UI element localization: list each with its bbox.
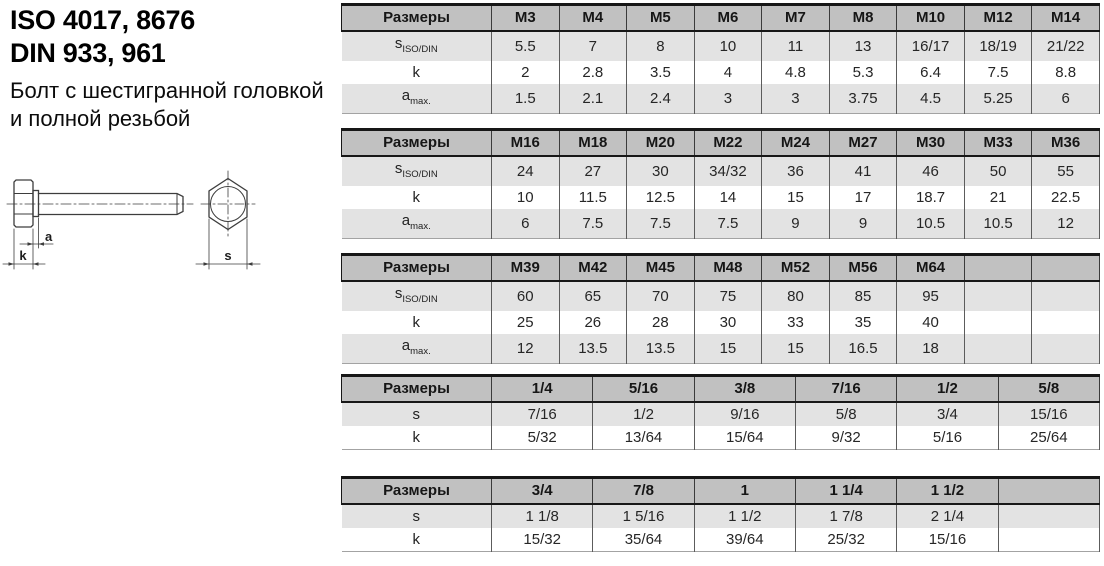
size-column-header: M52 xyxy=(762,255,830,282)
row-label-k: k xyxy=(342,61,492,84)
value-cell: 1 5/16 xyxy=(593,504,694,528)
standard-iso-title: ISO 4017, 8676 xyxy=(10,5,195,35)
row-label-a: $a_{max.}$ xyxy=(342,84,492,114)
dimension-k xyxy=(3,248,45,266)
size-column-header: M8 xyxy=(829,5,897,32)
value-cell: 12.5 xyxy=(627,186,695,209)
row-label-k: k xyxy=(342,528,492,552)
value-cell: 25/32 xyxy=(795,528,896,552)
value-cell: 22.5 xyxy=(1032,186,1100,209)
value-cell: 35/64 xyxy=(593,528,694,552)
value-cell: 2.8 xyxy=(559,61,627,84)
size-column-header: M30 xyxy=(897,130,965,157)
value-cell: 15/16 xyxy=(998,402,1099,426)
table-header-label: Размеры xyxy=(342,376,492,403)
value-cell: 9 xyxy=(762,209,830,239)
value-cell: 10.5 xyxy=(897,209,965,239)
table-slot-metric-m3-m14 xyxy=(341,3,1099,114)
dimension-s-label: s xyxy=(224,248,232,263)
value-cell: 13.5 xyxy=(559,334,627,364)
table-header-label: Размеры xyxy=(342,5,492,32)
table-row xyxy=(342,311,1100,334)
value-cell: 4.5 xyxy=(897,84,965,114)
value-cell: 3 xyxy=(762,84,830,114)
row-label-k: k xyxy=(342,311,492,334)
table-header-label: Размеры xyxy=(342,255,492,282)
size-column-header: M18 xyxy=(559,130,627,157)
value-cell: 7.5 xyxy=(627,209,695,239)
bolt-side-view xyxy=(7,180,193,227)
metric-sizes-m16-m36 xyxy=(341,128,1100,239)
size-column-header: M10 xyxy=(897,5,965,32)
size-column-header: M12 xyxy=(964,5,1032,32)
table-header-row xyxy=(342,255,1100,282)
value-cell: 27 xyxy=(559,156,627,186)
value-cell: 18/19 xyxy=(964,31,1032,61)
value-cell: 33 xyxy=(762,311,830,334)
size-column-header: M20 xyxy=(627,130,695,157)
value-cell: 12 xyxy=(492,334,560,364)
value-cell: 7.5 xyxy=(964,61,1032,84)
value-cell: 9/32 xyxy=(795,426,896,450)
value-cell: 50 xyxy=(964,156,1032,186)
size-column-header: M56 xyxy=(829,255,897,282)
table-slot-inch-large xyxy=(341,476,1099,552)
table-row xyxy=(342,209,1100,239)
value-cell: 12 xyxy=(1032,209,1100,239)
metric-sizes-m39-m64 xyxy=(341,253,1100,364)
value-cell: 21/22 xyxy=(1032,31,1100,61)
value-cell xyxy=(1032,311,1100,334)
value-cell: 6.4 xyxy=(897,61,965,84)
size-column-header: M5 xyxy=(627,5,695,32)
table-row xyxy=(342,504,1100,528)
value-cell: 1/2 xyxy=(593,402,694,426)
value-cell: 30 xyxy=(694,311,762,334)
value-cell: 11.5 xyxy=(559,186,627,209)
table-slot-metric-m16-m36 xyxy=(341,128,1099,239)
size-column-header: 1/2 xyxy=(897,376,998,403)
inch-sizes-1-4-to-5-8 xyxy=(341,374,1100,450)
size-column-header: M45 xyxy=(627,255,695,282)
value-cell: 85 xyxy=(829,281,897,311)
value-cell: 6 xyxy=(1032,84,1100,114)
description-line-2: и полной резьбой xyxy=(10,106,191,131)
value-cell: 13.5 xyxy=(627,334,695,364)
size-column-header: M64 xyxy=(897,255,965,282)
value-cell: 7.5 xyxy=(694,209,762,239)
value-cell: 70 xyxy=(627,281,695,311)
value-cell: 5.3 xyxy=(829,61,897,84)
size-column-header: 1 1/4 xyxy=(795,478,896,505)
size-column-header: 3/8 xyxy=(694,376,795,403)
table-row xyxy=(342,61,1100,84)
size-column-header: M14 xyxy=(1032,5,1100,32)
value-cell: 13 xyxy=(829,31,897,61)
value-cell: 35 xyxy=(829,311,897,334)
title-block xyxy=(10,4,340,133)
value-cell: 1 1/8 xyxy=(492,504,593,528)
value-cell: 2 xyxy=(492,61,560,84)
table-row xyxy=(342,334,1100,364)
value-cell: 10 xyxy=(694,31,762,61)
dimension-a-label: a xyxy=(45,229,53,244)
size-column-header xyxy=(1032,255,1100,282)
value-cell: 1 1/2 xyxy=(694,504,795,528)
row-label-k: k xyxy=(342,426,492,450)
value-cell: 75 xyxy=(694,281,762,311)
value-cell: 24 xyxy=(492,156,560,186)
value-cell: 80 xyxy=(762,281,830,311)
value-cell: 28 xyxy=(627,311,695,334)
table-header-row xyxy=(342,5,1100,32)
value-cell: 16.5 xyxy=(829,334,897,364)
table-header-label: Размеры xyxy=(342,478,492,505)
size-column-header: 1 xyxy=(694,478,795,505)
value-cell: 7/16 xyxy=(492,402,593,426)
size-column-header xyxy=(964,255,1032,282)
value-cell: 3.5 xyxy=(627,61,695,84)
table-row xyxy=(342,426,1100,450)
inch-sizes-3-4-to-1-1-2 xyxy=(341,476,1100,552)
value-cell xyxy=(998,528,1099,552)
metric-sizes-m3-m14 xyxy=(341,3,1100,114)
table-slot-inch-small xyxy=(341,374,1099,450)
value-cell: 15 xyxy=(762,186,830,209)
size-column-header: 1 1/2 xyxy=(897,478,998,505)
value-cell: 17 xyxy=(829,186,897,209)
size-column-header: M6 xyxy=(694,5,762,32)
size-column-header xyxy=(998,478,1099,505)
table-row xyxy=(342,156,1100,186)
size-column-header: M16 xyxy=(492,130,560,157)
size-column-header: 1/4 xyxy=(492,376,593,403)
value-cell: 21 xyxy=(964,186,1032,209)
value-cell: 65 xyxy=(559,281,627,311)
value-cell: 15/64 xyxy=(694,426,795,450)
value-cell: 55 xyxy=(1032,156,1100,186)
row-label-s: s xyxy=(342,504,492,528)
standard-din-title: DIN 933, 961 xyxy=(10,38,166,68)
value-cell: 10 xyxy=(492,186,560,209)
value-cell: 3/4 xyxy=(897,402,998,426)
value-cell: 60 xyxy=(492,281,560,311)
description-line-1: Болт с шестигранной головкой xyxy=(10,78,324,103)
value-cell xyxy=(1032,334,1100,364)
size-column-header: 5/16 xyxy=(593,376,694,403)
table-header-row xyxy=(342,478,1100,505)
value-cell: 10.5 xyxy=(964,209,1032,239)
value-cell: 3.75 xyxy=(829,84,897,114)
value-cell: 2.4 xyxy=(627,84,695,114)
bolt-technical-drawing xyxy=(0,155,300,335)
table-header-row xyxy=(342,376,1100,403)
value-cell: 3 xyxy=(694,84,762,114)
row-label-a: $a_{max.}$ xyxy=(342,209,492,239)
value-cell: 14 xyxy=(694,186,762,209)
size-column-header: 5/8 xyxy=(998,376,1099,403)
value-cell: 95 xyxy=(897,281,965,311)
value-cell: 15 xyxy=(694,334,762,364)
size-column-header: M48 xyxy=(694,255,762,282)
value-cell: 1.5 xyxy=(492,84,560,114)
size-column-header: 7/8 xyxy=(593,478,694,505)
size-column-header: M7 xyxy=(762,5,830,32)
value-cell: 15/32 xyxy=(492,528,593,552)
value-cell: 8.8 xyxy=(1032,61,1100,84)
value-cell: 9 xyxy=(829,209,897,239)
value-cell: 30 xyxy=(627,156,695,186)
value-cell: 5/16 xyxy=(897,426,998,450)
value-cell: 26 xyxy=(559,311,627,334)
value-cell: 11 xyxy=(762,31,830,61)
value-cell: 1 7/8 xyxy=(795,504,896,528)
value-cell: 4.8 xyxy=(762,61,830,84)
value-cell: 13/64 xyxy=(593,426,694,450)
value-cell xyxy=(964,311,1032,334)
row-label-k: k xyxy=(342,186,492,209)
value-cell: 2.1 xyxy=(559,84,627,114)
table-row xyxy=(342,281,1100,311)
row-label-s: $s_{ISO/DIN}$ xyxy=(342,156,492,186)
table-row xyxy=(342,84,1100,114)
table-row xyxy=(342,528,1100,552)
value-cell: 36 xyxy=(762,156,830,186)
value-cell: 5.5 xyxy=(492,31,560,61)
value-cell: 46 xyxy=(897,156,965,186)
row-label-s: s xyxy=(342,402,492,426)
value-cell: 25/64 xyxy=(998,426,1099,450)
value-cell xyxy=(964,281,1032,311)
size-column-header: M22 xyxy=(694,130,762,157)
table-slot-metric-m39-m64 xyxy=(341,253,1099,364)
value-cell: 18.7 xyxy=(897,186,965,209)
table-row xyxy=(342,31,1100,61)
size-column-header: M33 xyxy=(964,130,1032,157)
value-cell: 5.25 xyxy=(964,84,1032,114)
dimension-k-label: k xyxy=(19,248,27,263)
table-header-row xyxy=(342,130,1100,157)
value-cell: 8 xyxy=(627,31,695,61)
value-cell: 7.5 xyxy=(559,209,627,239)
value-cell xyxy=(998,504,1099,528)
value-cell xyxy=(964,334,1032,364)
value-cell: 18 xyxy=(897,334,965,364)
size-column-header: M27 xyxy=(829,130,897,157)
size-column-header: M3 xyxy=(492,5,560,32)
table-row xyxy=(342,402,1100,426)
value-cell: 16/17 xyxy=(897,31,965,61)
value-cell: 6 xyxy=(492,209,560,239)
size-column-header: M36 xyxy=(1032,130,1100,157)
table-row xyxy=(342,186,1100,209)
row-label-s: $s_{ISO/DIN}$ xyxy=(342,281,492,311)
size-column-header: M4 xyxy=(559,5,627,32)
value-cell: 41 xyxy=(829,156,897,186)
value-cell: 40 xyxy=(897,311,965,334)
value-cell: 15 xyxy=(762,334,830,364)
value-cell: 25 xyxy=(492,311,560,334)
value-cell: 15/16 xyxy=(897,528,998,552)
value-cell: 9/16 xyxy=(694,402,795,426)
value-cell: 5/8 xyxy=(795,402,896,426)
value-cell: 2 1/4 xyxy=(897,504,998,528)
table-header-label: Размеры xyxy=(342,130,492,157)
row-label-s: $s_{ISO/DIN}$ xyxy=(342,31,492,61)
size-column-header: 7/16 xyxy=(795,376,896,403)
size-column-header: M39 xyxy=(492,255,560,282)
value-cell: 34/32 xyxy=(694,156,762,186)
value-cell: 39/64 xyxy=(694,528,795,552)
value-cell: 5/32 xyxy=(492,426,593,450)
value-cell: 7 xyxy=(559,31,627,61)
row-label-a: $a_{max.}$ xyxy=(342,334,492,364)
size-column-header: 3/4 xyxy=(492,478,593,505)
value-cell xyxy=(1032,281,1100,311)
size-column-header: M24 xyxy=(762,130,830,157)
size-column-header: M42 xyxy=(559,255,627,282)
value-cell: 4 xyxy=(694,61,762,84)
